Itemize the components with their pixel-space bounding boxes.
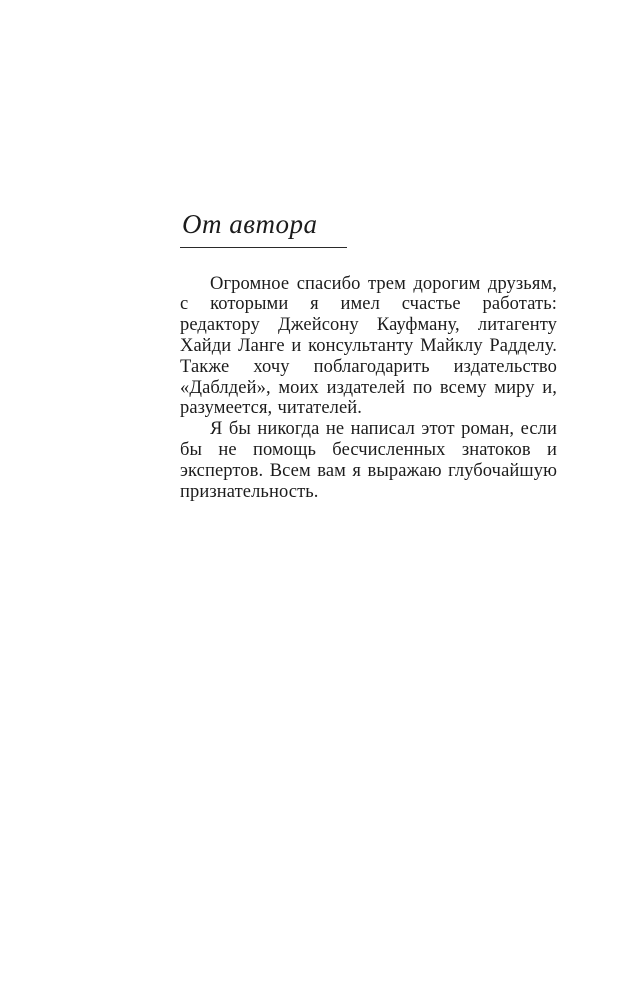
paragraph: Огромное спасибо трем дорогим друзьям, с которыми я имел счастье работать: редактору Джейсону Кауфману, литагенту Хайди Ланге и консультанту Майклу Радделу. Также хочу поблагодарить издательство «Даблдей», моих издателей по всему миру и, разумеется, читателей. — [180, 273, 557, 419]
body-text — [180, 274, 557, 503]
chapter-heading: От автора — [180, 210, 347, 248]
page-content — [180, 210, 557, 502]
paragraph: Я бы никогда не написал этот роман, если бы не помощь бесчисленных знатоков и экспертов. Всем вам я выражаю глубочайшую признательность. — [180, 419, 557, 502]
